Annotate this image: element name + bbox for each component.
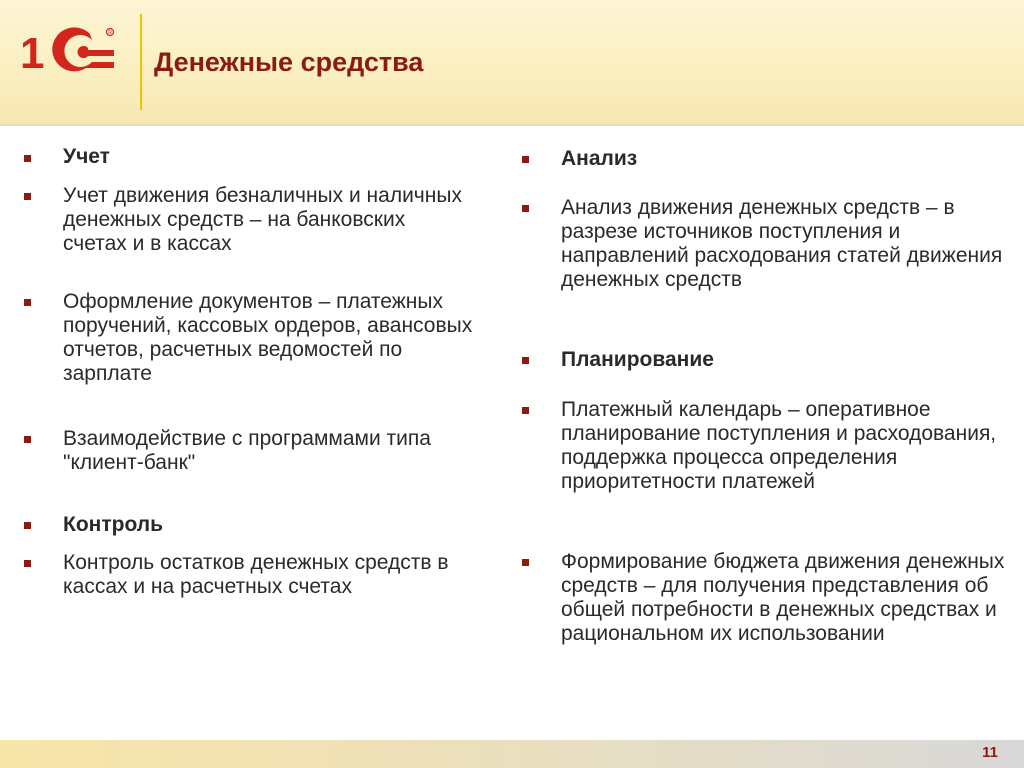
logo-1c <box>18 26 116 76</box>
footer-band <box>0 740 1024 768</box>
list-item-text: Анализ <box>561 147 638 170</box>
list-item-text: Контроль <box>63 513 163 536</box>
page-title: Денежные средства <box>154 47 424 77</box>
bullet-icon <box>24 155 31 162</box>
header-divider <box>140 14 142 110</box>
list-item-text: Платежный календарь – оперативное планирование поступления и расходования, поддержка процесса определения приоритетности платежей <box>561 398 997 493</box>
page-number: 11 <box>982 744 998 761</box>
list-item-text: Планирование <box>561 348 714 371</box>
list-item-text: Формирование бюджета движения денежных средств – для получения представления об общей потребности в денежных средствах и рациональном их использовании <box>561 550 1005 645</box>
list-item-text: Оформление документов – платежных поручений, кассовых ордеров, авансовых отчетов, расчетных ведомостей по зарплате <box>63 290 473 385</box>
bullet-icon <box>24 299 31 306</box>
bullet-icon <box>522 205 529 212</box>
bullet-icon <box>522 407 529 414</box>
svg-text:R: R <box>108 30 112 36</box>
bullet-icon <box>24 560 31 567</box>
list-item-text: Взаимодействие с программами типа "клиент-банк" <box>63 427 431 474</box>
header-band <box>0 0 1024 126</box>
list-item-text: Анализ движения денежных средств – в разрезе источников поступления и направлений расходования статей движения денежных средств <box>561 196 1003 291</box>
bullet-icon <box>522 559 529 566</box>
svg-text:1: 1 <box>20 29 45 76</box>
bullet-icon <box>522 357 529 364</box>
bullet-icon <box>24 193 31 200</box>
list-item-text: Учет движения безналичных и наличных денежных средств – на банковских счетах и в кассах <box>63 184 462 255</box>
list-item-text: Учет <box>63 145 110 168</box>
bullet-icon <box>24 522 31 529</box>
list-item-text: Контроль остатков денежных средств в кассах и на расчетных счетах <box>63 551 449 598</box>
bullet-icon <box>24 436 31 443</box>
bullet-icon <box>522 156 529 163</box>
